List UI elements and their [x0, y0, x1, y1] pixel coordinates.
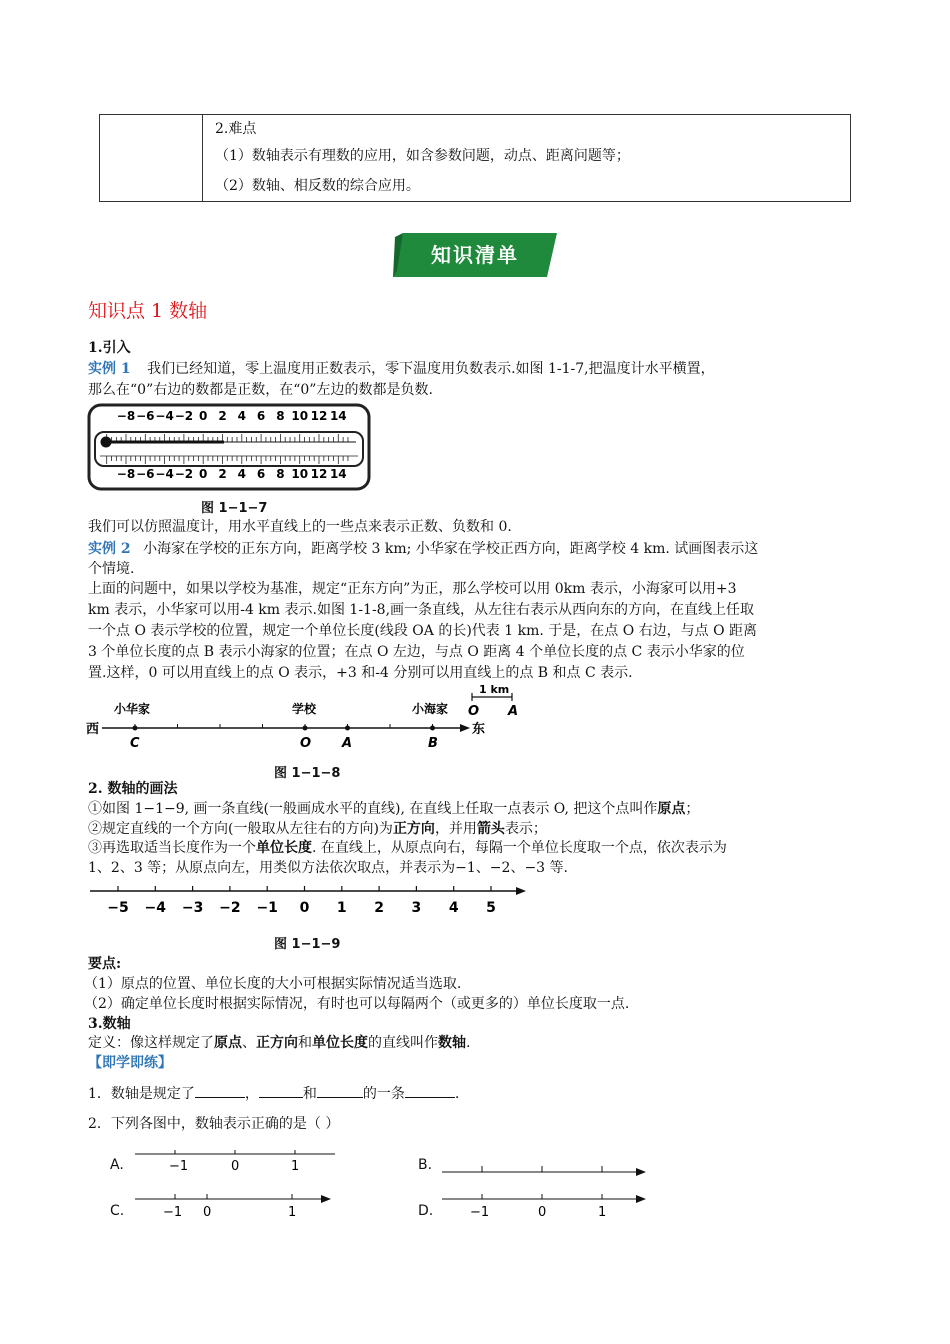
- q1-blank-3[interactable]: [317, 1083, 363, 1098]
- after-thermo-text: 我们可以仿照温度计，用水平直线上的一些点来表示正数、负数和 0.: [88, 519, 512, 535]
- fig119-label: −4: [144, 900, 167, 916]
- thermo-bottom-label: 10: [291, 467, 309, 481]
- option-a-tick-1: 1: [291, 1159, 300, 1174]
- positive-direction-term: 正方向: [392, 821, 435, 837]
- q1-and: 和: [302, 1086, 317, 1102]
- option-a-label[interactable]: A.: [110, 1157, 124, 1173]
- example1-text-2: 那么在“0”右边的数都是正数，在“0”左边的数都是负数.: [88, 382, 433, 398]
- thermo-top-label: 6: [256, 409, 266, 423]
- example2-label: 实例 2: [88, 541, 131, 557]
- key-point-1: （1）原点的位置、单位长度的大小可根据实际情况适当选取.: [84, 976, 462, 992]
- q1-start: 1．数轴是规定了: [88, 1086, 195, 1102]
- step3-line2: 1、2、3 等；从原点向左，用类似方法依次取点，并表示为−1、−2、−3 等.: [88, 860, 568, 876]
- fig119-label: −3: [181, 900, 204, 916]
- def-unit: 单位长度: [312, 1035, 368, 1051]
- step3-text: ③再选取适当长度作为一个: [88, 840, 256, 856]
- option-c-tick-neg1: −1: [163, 1205, 183, 1220]
- example1-text-1: 我们已经知道，零上温度用正数表示，零下温度用负数表示.如图 1-1-7,把温度计水平横置，: [147, 361, 715, 377]
- paragraph-line-4: 3 个单位长度的点 B 表示小海家的位置；在点 O 左边，与点 O 距离 4 个单位长度的点 C 表示小华家的位: [88, 644, 745, 660]
- q1-blank-1[interactable]: [195, 1083, 245, 1098]
- thermo-top-label: 0: [199, 409, 208, 423]
- option-c-axis: [135, 1192, 339, 1222]
- figure-1-1-9: [86, 880, 530, 920]
- unit-length-term: 单位长度: [256, 840, 312, 856]
- paragraph-line-3: 一个点 O 表示学校的位置，规定一个单位长度(线段 OA 的长)代表 1 km. 于是，在点 O 右边，与点 O 距离: [88, 623, 758, 639]
- origin-term: 原点: [657, 801, 686, 817]
- table-left-cell: [100, 115, 203, 202]
- example2-text-1: 小海家在学校的正东方向，距离学校 3 km; 小华家在学校正西方向，距离学校 4 km. 试画图表示这: [143, 541, 759, 557]
- table-right-cell: [203, 115, 851, 202]
- paragraph-line-2: km 表示，小华家可以用-4 km 表示.如图 1-1-8,画一条直线，从左往右表示从西向东的方向，在直线上任取: [88, 602, 755, 618]
- thermo-top-label: −4: [155, 409, 174, 423]
- q1-sep: ，: [244, 1086, 259, 1102]
- thermo-bottom-label: −6: [136, 467, 155, 481]
- point-a: A: [342, 736, 353, 751]
- def-direction: 正方向: [256, 1035, 298, 1051]
- thermo-top-label: 12: [310, 409, 328, 423]
- thermo-top-label: −2: [174, 409, 194, 423]
- practice-heading: 【即学即练】: [88, 1055, 172, 1071]
- unit-label: 1 km: [479, 683, 510, 696]
- xiaohua-label: 小华家: [114, 702, 151, 716]
- option-d-tick-1: 1: [598, 1205, 607, 1220]
- option-d-label[interactable]: D.: [418, 1203, 434, 1219]
- q2-text: 2．下列各图中，数轴表示正确的是（ ）: [88, 1116, 340, 1132]
- key-points-heading: 要点:: [88, 956, 122, 972]
- thermo-bottom-label: −2: [174, 467, 194, 481]
- step1-end: ；: [685, 801, 700, 817]
- option-c-label[interactable]: C.: [110, 1203, 125, 1219]
- arrow-term: 箭头: [476, 821, 505, 837]
- fig119-label: −2: [219, 900, 241, 916]
- fig119-label: −5: [107, 900, 129, 916]
- thermo-bottom-label: 6: [256, 467, 266, 481]
- q1-end: .: [454, 1086, 460, 1102]
- thermometer-figure: [86, 402, 372, 492]
- thermo-bottom-label: 4: [237, 467, 246, 481]
- thermometer-caption: 图 1−1−7: [201, 501, 268, 516]
- thermo-bottom-label: 14: [329, 467, 347, 481]
- q1-blank-2[interactable]: [259, 1083, 303, 1098]
- scale-a: A: [508, 704, 519, 719]
- fig118-caption: 图 1−1−8: [274, 766, 341, 781]
- thermo-bottom-label: 8: [276, 467, 285, 481]
- fig119-label: 3: [411, 900, 422, 916]
- thermo-bottom-label: 12: [310, 467, 328, 481]
- example1-label: 实例 1: [88, 361, 131, 377]
- step2-mid: ，并用: [434, 821, 477, 837]
- step2-end: 表示；: [504, 821, 547, 837]
- option-c-tick-1: 1: [288, 1205, 297, 1220]
- option-d-tick-neg1: −1: [470, 1205, 490, 1220]
- thermo-bottom-label: −4: [155, 467, 174, 481]
- def-7: 的直线叫作: [368, 1035, 438, 1051]
- fig119-label: −1: [256, 900, 278, 916]
- scale-o: O: [468, 704, 480, 719]
- xiaohai-label: 小海家: [412, 702, 449, 716]
- def-axis: 数轴: [438, 1035, 466, 1051]
- point-c: C: [130, 736, 140, 751]
- banner-text: 知识清单: [431, 243, 519, 267]
- fig119-label: 2: [374, 900, 384, 916]
- axis-heading: 3.数轴: [88, 1016, 131, 1032]
- option-a-tick-neg1: −1: [169, 1159, 189, 1174]
- east-label: 东: [472, 722, 486, 737]
- q1-blank-4[interactable]: [405, 1083, 455, 1098]
- thermo-bottom-label: 0: [199, 467, 208, 481]
- paragraph-line-1: 上面的问题中，如果以学校为基准，规定“正东方向”为正，那么学校可以用 0km 表示，小海家可以用+3: [88, 581, 737, 597]
- q1-of: 的一条: [362, 1086, 405, 1102]
- paragraph-line-5: 置.这样，0 可以用直线上的点 O 表示，+3 和-4 分别可以用直线上的点 B 和点 C 表示.: [88, 665, 633, 681]
- option-b-axis: [440, 1160, 650, 1180]
- option-c-tick-0: 0: [203, 1205, 212, 1220]
- point-b: B: [428, 736, 438, 751]
- option-d-tick-0: 0: [538, 1205, 547, 1220]
- def-9: .: [466, 1035, 471, 1051]
- fig119-label: 4: [448, 900, 459, 916]
- intro-heading: 1.引入: [88, 340, 131, 356]
- option-b-label[interactable]: B.: [418, 1157, 433, 1173]
- thermo-top-label: −6: [136, 409, 155, 423]
- thermo-top-label: 4: [237, 409, 246, 423]
- step1-text: ①如图 1−1−9, 画一条直线(一般画成水平的直线), 在直线上任取一点表示 O, 把这个点叫作: [88, 801, 658, 817]
- school-label: 学校: [292, 702, 317, 716]
- def-1: 定义：像这样规定了: [88, 1035, 214, 1051]
- thermo-top-label: 2: [218, 409, 227, 423]
- thermo-bottom-label: −8: [116, 467, 136, 481]
- difficulty-item-2: （2）数轴、相反数的综合应用。: [215, 178, 420, 194]
- example2-text-2: 个情境.: [88, 561, 135, 577]
- difficulty-table: [99, 114, 851, 202]
- def-origin: 原点: [214, 1035, 242, 1051]
- def-3: 、: [242, 1035, 256, 1051]
- draw-heading: 2. 数轴的画法: [88, 781, 178, 797]
- fig119-caption: 图 1−1−9: [274, 937, 341, 952]
- key-point-2: （2）确定单位长度时根据实际情况，有时也可以每隔两个（或更多的）单位长度取一点.: [84, 996, 630, 1012]
- section-title: 知识点 1 数轴: [88, 300, 208, 322]
- point-o: O: [300, 736, 312, 751]
- step2-text: ②规定直线的一个方向(一般取从左往右的方向)为: [88, 821, 393, 837]
- thermo-top-label: 8: [276, 409, 285, 423]
- step3-rest: . 在直线上，从原点向右，每隔一个单位长度取一个点，依次表示为: [312, 840, 727, 856]
- difficulty-item-1: （1）数轴表示有理数的应用，如含参数问题，动点、距离问题等；: [215, 148, 630, 164]
- option-d-axis: [440, 1192, 650, 1222]
- fig119-label: 0: [299, 900, 310, 916]
- thermo-top-label: −8: [116, 409, 136, 423]
- option-a-tick-0: 0: [231, 1159, 240, 1174]
- fig119-label: 5: [486, 900, 496, 916]
- west-label: 西: [86, 722, 100, 737]
- option-a-axis: [135, 1148, 339, 1176]
- knowledge-banner: [393, 231, 557, 279]
- thermo-top-label: 14: [329, 409, 347, 423]
- difficulty-heading: 2.难点: [215, 121, 257, 137]
- fig119-label: 1: [336, 900, 347, 916]
- thermo-bottom-label: 2: [218, 467, 227, 481]
- thermo-top-label: 10: [291, 409, 309, 423]
- def-5: 和: [298, 1035, 312, 1051]
